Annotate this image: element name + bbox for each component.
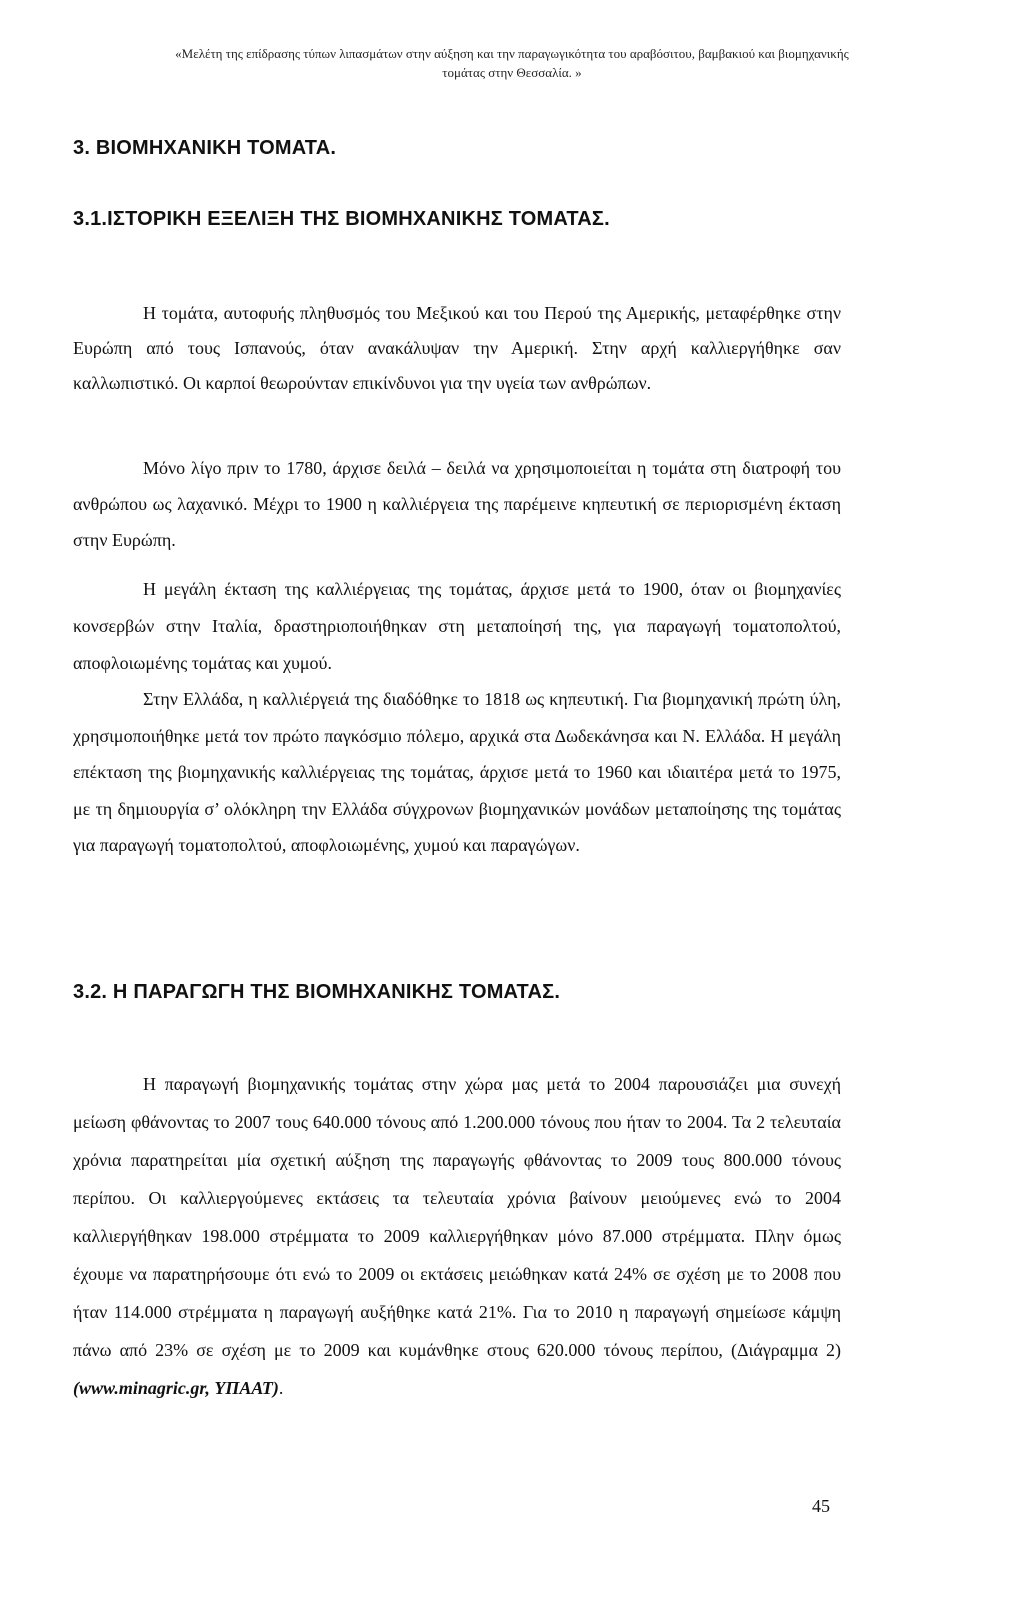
subsection-2-title: 3.2. Η ΠΑΡΑΓΩΓΗ ΤΗΣ ΒΙΟΜΗΧΑΝΙΚΗΣ ΤΟΜΑΤΑΣ. [73,981,561,1003]
paragraph-4: Στην Ελλάδα, η καλλιέργειά της διαδόθηκε το 1818 ως κηπευτική. Για βιομηχανική πρώτη ύλη, χρησιμοποιήθηκε μετά τον πρώτο παγκόσμιο πόλεμο, αρχικά στα Δωδεκάνησα και Ν. Ελλάδα. Η μεγάλη επέκταση της βιομηχανικής καλλιέργειας της τομάτας, άρχισε μετά το 1960 και ιδιαιτέρα μετά το 1975, με τη δημιουργία σ’ ολόκληρη την Ελλάδα σύγχρονων βιομηχανικών μονάδων μεταποίησης της τομάτας για παραγωγή τοματοπολτού, αποφλοιωμένης, χυμού και παραγώγων. [73,689,841,855]
running-header-line-1: «Μελέτη της επίδρασης τύπων λιπασμάτων στην αύξηση και την παραγωγικότητα του αραβόσιτου, βαμβακιού και βιομηχανικής [175,46,849,61]
paragraph-4-block [73,681,841,864]
source-reference: (www.minagric.gr, ΥΠΑΑΤ) [73,1378,279,1398]
paragraph-5 [73,1065,841,1407]
paragraph-1: Η τομάτα, αυτοφυής πληθυσμός του Μεξικού και του Περού της Αμερικής, μεταφέρθηκε στην Ευρώπη από τους Ισπανούς, όταν ανακάλυψαν την Αμερική. Στην αρχή καλλιεργήθηκε σαν καλλωπιστικό. Οι καρποί θεωρούνταν επικίνδυνοι για την υγεία των ανθρώπων. [73,303,841,393]
paragraph-2-block [73,450,841,558]
paragraph-5-end: . [278,1378,284,1398]
paragraph-3-block [73,571,841,682]
running-header-line-2: τομάτας στην Θεσσαλία. » [442,65,582,80]
subsection-1-title: 3.1.ΙΣΤΟΡΙΚΗ ΕΞΕΛΙΞΗ ΤΗΣ ΒΙΟΜΗΧΑΝΙΚΗΣ ΤΟΜΑΤΑΣ. [73,208,610,230]
paragraph-1-block [73,296,841,401]
paragraph-5-text: Η παραγωγή βιομηχανικής τομάτας στην χώρα μας μετά το 2004 παρουσιάζει μια συνεχή μείωση φθάνοντας το 2007 τους 640.000 τόνους από 1.200.000 τόνους που ήταν το 2004. Τα 2 τελευταία χρόνια παρατηρείται μία σχετική αύξηση της παραγωγής φθάνοντας το 2009 τους 800.000 τόνους περίπου. Οι καλλιεργούμενες εκτάσεις τα τελευταία χρόνια βαίνουν μειούμενες ενώ το 2004 καλλιεργήθηκαν 198.000 στρέμματα το 2009 καλλιεργήθηκαν μόνο 87.000 στρέμματα. Πλην όμως έχουμε να παρατηρήσουμε ότι ενώ το 2009 οι εκτάσεις μειώθηκαν κατά 24% σε σχέση με το 2008 που ήταν 114.000 στρέμματα η παραγωγή αυξήθηκε κατά 21%. Για το 2010 η παραγωγή σημείωσε κάμψη πάνω από 23% σε σχέση με το 2009 και κυμάνθηκε στους 620.000 τόνους περίπου, (Διάγραμμα 2) [73,1074,841,1360]
page-number: 45 [812,1496,830,1516]
paragraph-5-block [73,1065,841,1407]
paragraph-2: Μόνο λίγο πριν το 1780, άρχισε δειλά – δειλά να χρησιμοποιείται η τομάτα στη διατροφή του ανθρώπου ως λαχανικό. Μέχρι το 1900 η καλλιέργεια της παρέμεινε κηπευτική σε περιορισμένη έκταση στην Ευρώπη. [73,458,841,550]
section-title: 3. ΒΙΟΜΗΧΑΝΙΚΗ ΤΟΜΑΤΑ. [73,137,337,159]
paragraph-3: Η μεγάλη έκταση της καλλιέργειας της τομάτας, άρχισε μετά το 1900, όταν οι βιομηχανίες κονσερβών στην Ιταλία, δραστηριοποιήθηκαν στη μεταποίησή της, για παραγωγή τοματοπολτού, αποφλοιωμένης τομάτας και χυμού. [73,579,841,673]
running-header [60,44,964,82]
